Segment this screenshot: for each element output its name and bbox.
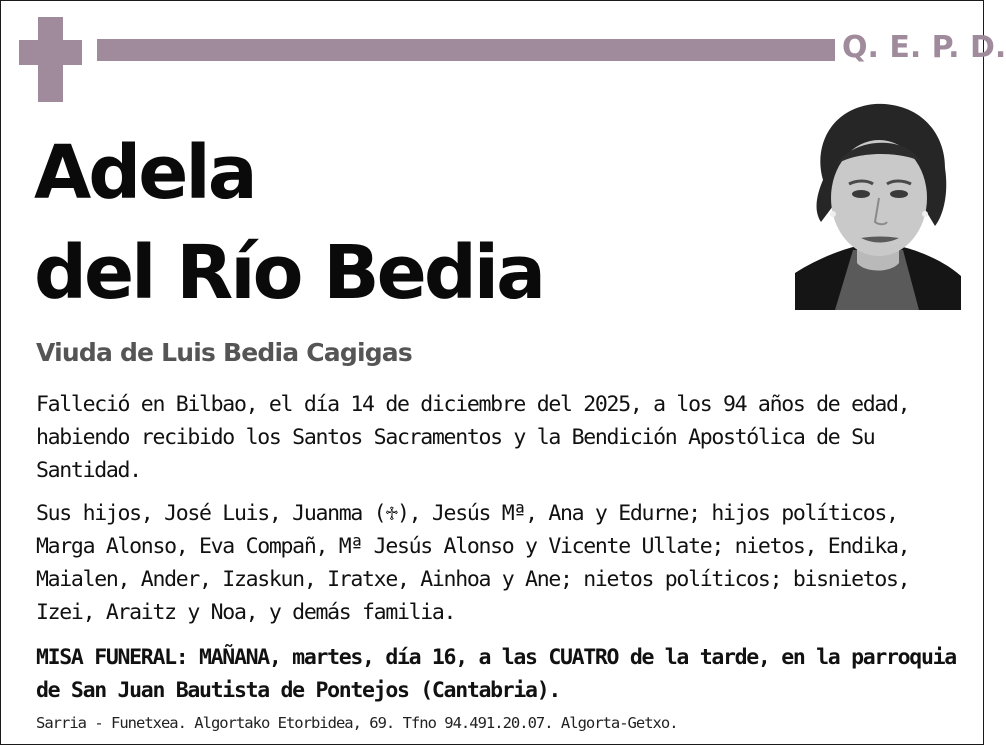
family-text-part2: ), Jesús Mª, Ana y Edurne; hijos políticos, Marga Alonso, Eva Compañ, Mª Jesús Alonso y Vicente Ullate; nietos, Endika, Maialen, Ander, Izaskun, Iratxe, Ainhoa y Ane; nietos políticos; bisnietos, Izei, Araitz y Noa, y demás familia. bbox=[36, 501, 910, 625]
cross-icon: ♱ bbox=[385, 501, 397, 526]
portrait-image bbox=[795, 98, 961, 310]
family-text-part1: Sus hijos, José Luis, Juanma ( bbox=[36, 501, 386, 526]
cross-icon-horizontal bbox=[19, 40, 82, 65]
funeral-home-footer: Sarria - Funetxea. Algortako Etorbidea, 69. Tfno 94.491.20.07. Algorta-Getxo. bbox=[36, 714, 678, 732]
deceased-first-name: Adela bbox=[34, 130, 255, 216]
death-notice-paragraph: Falleció en Bilbao, el día 14 de diciembre del 2025, a los 94 años de edad, habiendo recibido los Santos Sacramentos y la Bendición Apostólica de Su Santidad. bbox=[36, 392, 910, 483]
widow-subtitle: Viuda de Luis Bedia Cagigas bbox=[36, 338, 412, 367]
funeral-mass-notice: MISA FUNERAL: MAÑANA, martes, día 16, a las CUATRO de la tarde, en la parroquia de San Juan Bautista de Pontejos (Cantabria). bbox=[36, 645, 956, 703]
family-paragraph bbox=[36, 497, 961, 629]
qepd-label: Q. E. P. D. bbox=[842, 30, 1006, 65]
portrait-photo bbox=[795, 98, 961, 310]
deceased-surnames: del Río Bedia bbox=[34, 230, 544, 316]
header-bar bbox=[97, 39, 835, 61]
